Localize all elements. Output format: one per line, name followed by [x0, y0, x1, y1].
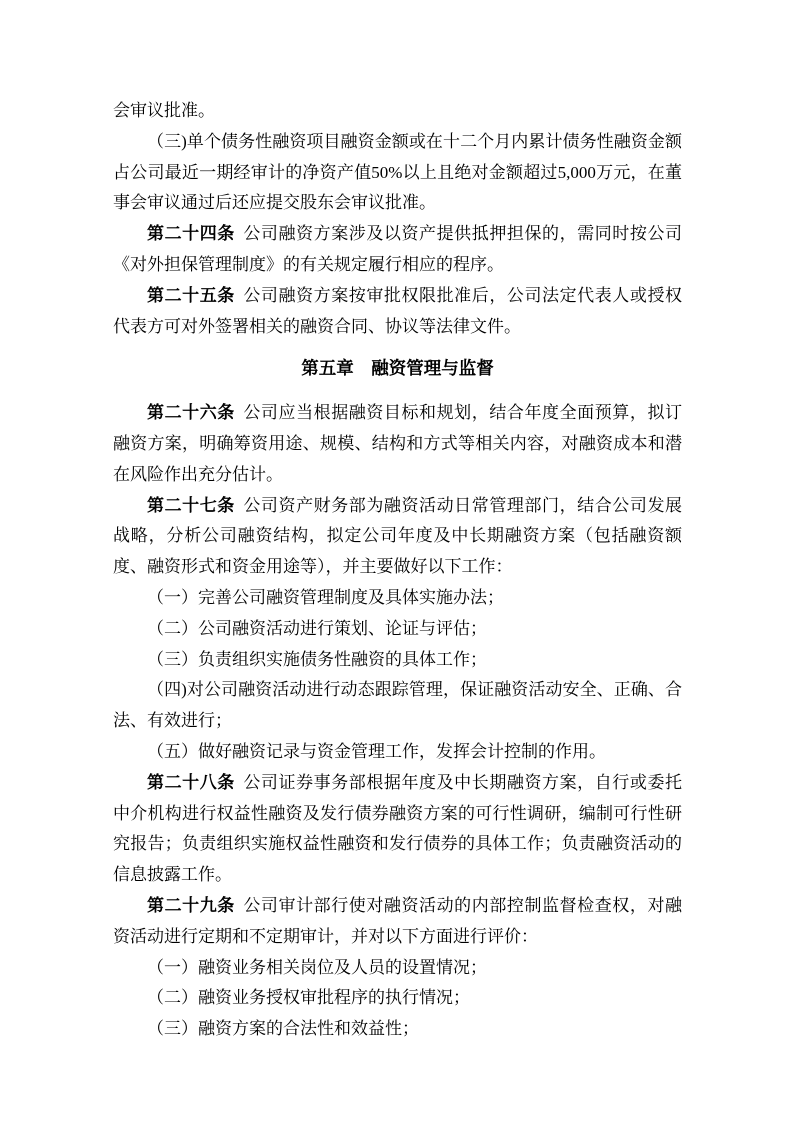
article-29-item-3: （三）融资方案的合法性和效益性； [147, 1019, 419, 1039]
article-27-item-2: （二）公司融资活动进行策划、论证与评估； [147, 618, 487, 638]
article-27-number: 第二十七条 [147, 495, 235, 515]
article-25-paragraph [113, 281, 682, 343]
article-27-item-1: （一）完善公司融资管理制度及具体实施办法； [147, 587, 504, 607]
article-27-item-5: （五）做好融资记录与资金管理工作，发挥会计控制的作用。 [147, 741, 606, 761]
article-27-item-4: （四)对公司融资活动进行动态跟踪管理，保证融资活动安全、正确、合法、有效进行； [113, 680, 682, 731]
article-27-item-3: （三）负责组织实施债务性融资的具体工作； [147, 649, 487, 669]
article-28-text: 公司证券事务部根据年度及中长期融资方案，自行或委托中介机构进行权益性融资及发行债券融资方案的可行性调研，编制可行性研究报告；负责组织实施权益性融资和发行债券的具体工作；负责融资活动的信息披露工作。 [113, 772, 683, 885]
article-26-text: 公司应当根据融资目标和规划，结合年度全面预算，拟订融资方案，明确筹资用途、规模、结构和方式等相关内容，对融资成本和潜在风险作出充分估计。 [113, 403, 683, 484]
article-26-paragraph [113, 398, 682, 490]
article-28-paragraph [113, 768, 682, 891]
article-29-number: 第二十九条 [147, 895, 235, 915]
article-29-paragraph [113, 891, 682, 953]
article-28-number: 第二十八条 [147, 772, 235, 792]
article-25-number: 第二十五条 [147, 285, 235, 305]
paragraph-clause-3: （三)单个债务性融资项目融资金额或在十二个月内累计债务性融资金额占公司最近一期经审计的净资产值50%以上且绝对金额超过5,000万元，在董事会审议通过后还应提交股东会审议批准。 [113, 131, 682, 213]
article-29-text: 公司审计部行使对融资活动的内部控制监督检查权，对融资活动进行定期和不定期审计，并对以下方面进行评价： [113, 895, 683, 946]
chapter-number: 第五章 [301, 358, 354, 379]
article-24-text: 公司融资方案涉及以资产提供抵押担保的，需同时按公司《对外担保管理制度》的有关规定履行相应的程序。 [113, 224, 683, 274]
paragraph-continuation: 会审议批准。 [113, 101, 215, 120]
chapter-title: 融资管理与监督 [371, 358, 494, 379]
article-29-item-2: （二）融资业务授权审批程序的执行情况； [147, 988, 470, 1008]
article-27-paragraph [113, 491, 682, 583]
chapter-heading [113, 353, 682, 384]
article-25-text: 公司融资方案按审批权限批准后，公司法定代表人或授权代表方可对外签署相关的融资合同、协议等法律文件。 [113, 285, 683, 336]
article-24-paragraph [113, 219, 682, 281]
article-29-item-1: （一）融资业务相关岗位及人员的设置情况； [147, 957, 487, 977]
article-27-text: 公司资产财务部为融资活动日常管理部门，结合公司发展战略，分析公司融资结构，拟定公司年度及中长期融资方案（包括融资额度、融资形式和资金用途等），并主要做好以下工作： [113, 495, 683, 577]
article-24-number: 第二十四条 [147, 224, 235, 244]
article-26-number: 第二十六条 [147, 403, 235, 423]
